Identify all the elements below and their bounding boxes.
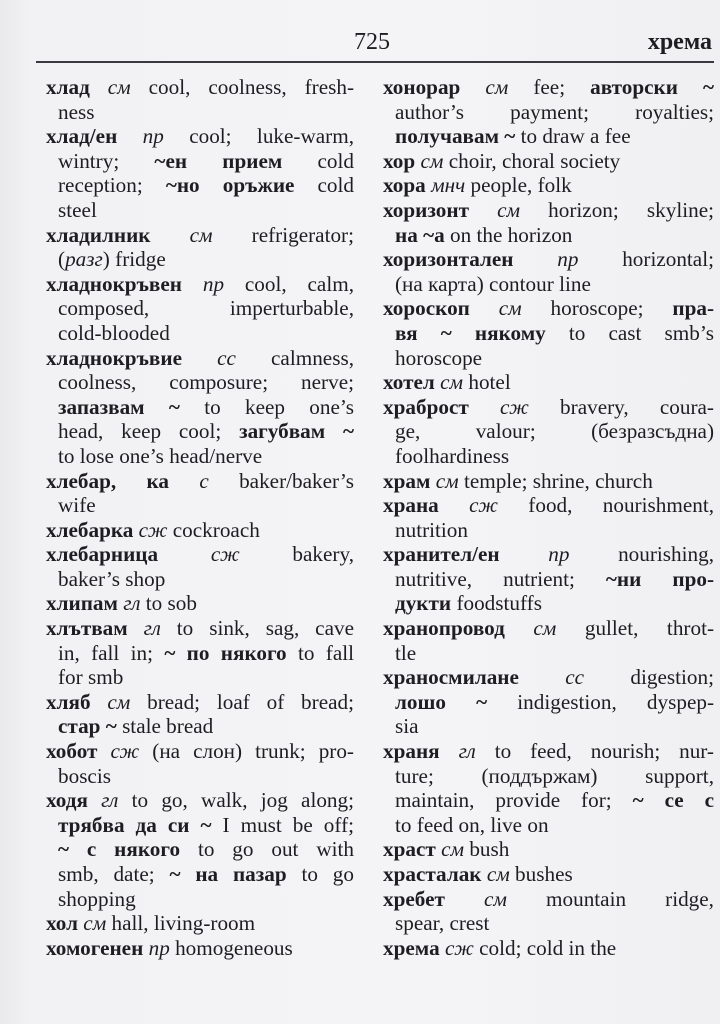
dictionary-entry [383,493,714,542]
entry-headline [383,837,714,862]
bold-term: храня [383,739,459,764]
entry-continuation [383,100,714,125]
grammar-label: разг [65,247,103,272]
dictionary-entry [383,247,714,296]
bold-term: храна [383,493,470,518]
dictionary-entry [383,469,714,494]
entry-continuation [383,419,714,444]
dictionary-entry [383,542,714,616]
bold-term: хляб [46,689,108,714]
entry-continuation [46,247,354,272]
translation-text: to feed, nourish; nur- [475,739,714,764]
entry-continuation [46,837,354,862]
dictionary-entry [383,616,714,665]
translation-text: on the horizon [444,222,573,247]
translation-text: cold; cold in the [473,935,617,960]
dictionary-entry [383,395,714,469]
dictionary-entry [383,837,714,862]
bold-term: хранопровод [383,616,534,641]
translation-text: cold [282,148,354,173]
translation-text: to cast smb’s [545,320,714,345]
entry-headline [383,542,714,567]
entry-headline [383,173,714,198]
translation-text: to feed on, live on [395,812,549,837]
bold-term: хобот [46,739,111,764]
entry-headline [383,247,714,272]
translation-text: gullet, throt- [556,616,715,641]
dictionary-entry [46,124,354,222]
bold-term: стар ~ [58,714,117,739]
right-column [383,75,714,960]
entry-headline [383,75,714,100]
grammar-label: см [533,616,557,641]
entry-continuation [46,641,354,666]
dictionary-entry [46,591,354,616]
translation-text: boscis [58,763,111,788]
bold-term: хонорар [383,75,486,99]
bold-term: храм [383,468,436,493]
grammar-label: гл [101,788,119,813]
bold-term: ~но оръжие [165,173,295,198]
entry-headline [383,887,714,912]
entry-headline [383,395,714,420]
translation-text: shopping [58,886,136,911]
entry-headline [46,936,354,961]
grammar-label: гл [143,616,161,641]
translation-text: food, nourishment, [497,493,715,518]
page-number: 725 [354,29,390,55]
translation-text: coolness, composure; nerve; [58,370,354,395]
grammar-label: пр [142,124,164,149]
bold-term: хороскоп [383,296,499,321]
bold-term: получавам ~ [395,124,516,149]
bold-term: загубвам ~ [239,419,355,444]
dictionary-entry [383,296,714,370]
bold-term: хотел [383,370,441,395]
bold-term: ~ на пазар [169,862,287,886]
entry-continuation [383,641,714,666]
entry-headline [46,911,354,936]
translation-text: wife [58,493,96,518]
translation-text: to keep one’s [179,394,354,419]
entry-continuation [46,100,354,125]
bold-term: лошо ~ [395,689,488,714]
entry-continuation [383,518,714,543]
translation-text: steel [58,197,97,222]
translation-text: ) fridge [102,247,166,272]
translation-text: horizontal; [578,247,714,272]
translation-text: fee; [508,75,591,99]
entry-headline [383,936,714,961]
grammar-label: см [107,75,131,99]
dictionary-entry [46,223,354,272]
bold-term: хомогенен [46,935,149,960]
translation-text: calmness, [235,345,354,370]
bold-term: на ~а [395,222,445,247]
translation-text: nutrition [395,517,468,542]
translation-text: head, keep cool; [58,419,240,444]
entry-headline [383,616,714,641]
bold-term: хранител/ен [383,542,549,567]
translation-text: refrigerator; [212,222,355,247]
grammar-label: пр [202,271,225,296]
entry-headline [383,862,714,887]
bold-term: хора [383,173,432,198]
grammar-label: см [485,75,509,99]
entry-headline [46,542,354,567]
bold-term: хлебар, ка [46,468,200,493]
bold-term: ~ни про- [605,566,714,591]
translation-text: (на слон) trunk; pro- [139,739,354,764]
entry-continuation [383,714,714,739]
translation-text: horoscope; [521,296,673,321]
dictionary-entry [46,616,354,690]
grammar-label: см [107,689,131,714]
bold-term: хлипам [46,591,124,616]
bold-term: пра- [672,296,714,321]
bold-term: хлад/ен [46,124,143,149]
entry-continuation [383,813,714,838]
page-header [36,28,714,60]
bold-term: ~ се с [632,788,714,813]
translation-text: in, fall in; [58,640,165,665]
bold-term: ходя [46,788,102,813]
translation-text: nourishing, [569,542,714,567]
grammar-label: сж [138,517,168,542]
bold-term: храброст [383,394,500,419]
grammar-label: см [498,296,522,321]
bold-term: хлебарница [46,542,211,567]
translation-text: bushes [509,862,573,886]
grammar-label: мнч [431,173,466,198]
bold-term: хоризонт [383,197,498,222]
grammar-label: см [486,862,510,886]
entry-continuation [383,346,714,371]
translation-text: to fall [286,640,354,665]
bold-term: хладнокръвие [46,345,218,370]
translation-text: hotel [463,370,511,395]
dictionary-entry [46,272,354,346]
bold-term: дукти [395,591,452,616]
bold-term: ~ен прием [154,148,283,173]
dictionary-entry [383,198,714,247]
entry-continuation [383,690,714,715]
entry-continuation [46,198,354,223]
translation-text: to sob [140,591,197,616]
header-rule [36,61,714,63]
entry-headline [46,75,354,100]
grammar-label: сж [499,394,529,419]
translation-text: tle [395,640,417,665]
translation-text: baker’s shop [58,566,166,591]
dictionary-entry [383,862,714,887]
entry-continuation [383,124,714,149]
dictionary-entry [46,469,354,518]
grammar-label: см [83,911,107,936]
grammar-label: с [199,468,209,493]
translation-text: ( [58,247,66,272]
dictionary-entry [383,370,714,395]
entry-continuation [46,444,354,469]
translation-text: homogeneous [169,935,293,960]
dictionary-entry [383,173,714,198]
entry-headline [383,149,714,174]
entry-continuation [383,788,714,813]
translation-text: for smb [58,665,124,690]
entry-headline [46,272,354,297]
entry-continuation [383,444,714,469]
translation-text: smb, date; [58,862,170,886]
bold-term: храсталак [383,862,487,886]
grammar-label: пр [548,542,570,567]
entry-headline [383,296,714,321]
translation-text: hall, living-room [106,911,256,936]
translation-text: bush [464,837,510,862]
dictionary-entry [46,542,354,591]
translation-text: cool; luke-warm, [163,124,354,149]
entry-continuation [46,887,354,912]
entry-headline [46,124,354,149]
dictionary-entry [46,936,354,961]
entry-continuation [46,714,354,739]
translation-text: cool, calm, [224,271,355,296]
dictionary-entry [383,739,714,837]
entry-headline [383,739,714,764]
translation-text: to go, walk, jog along; [118,788,354,813]
grammar-label: см [189,222,213,247]
entry-continuation [46,665,354,690]
grammar-label: сс [565,665,585,690]
entry-headline [46,518,354,543]
grammar-label: см [497,197,521,222]
bold-term: хладнокръвен [46,271,203,296]
dictionary-entry [383,887,714,936]
translation-text: nutritive, nutrient; [395,566,606,591]
entry-continuation [46,370,354,395]
dictionary-entry [46,346,354,469]
bold-term: авторски ~ [590,75,714,99]
grammar-label: гл [458,739,476,764]
bold-term: хладилник [46,222,190,247]
translation-text: cockroach [167,517,260,542]
translation-text: maintain, provide for; [395,788,633,813]
grammar-label: гл [123,591,141,616]
grammar-label: см [441,837,465,862]
entry-continuation [383,272,714,297]
translation-text: to go out with [180,837,354,862]
grammar-label: см [440,370,464,395]
dictionary-entry [46,75,354,124]
bold-term: хол [46,911,84,936]
entry-continuation [46,149,354,174]
translation-text: bakery, [239,542,354,567]
entry-headline [46,223,354,248]
entry-headline [383,469,714,494]
dictionary-entry [383,149,714,174]
translation-text: to lose one’s head/nerve [58,443,263,468]
entry-continuation [383,591,714,616]
translation-text: bravery, coura- [528,394,714,419]
dictionary-entry [46,788,354,911]
entry-headline [46,616,354,641]
entry-continuation [46,862,354,887]
translation-text: indigestion, dyspep- [487,689,714,714]
left-column [46,75,354,960]
translation-text: wintry; [58,148,155,173]
translation-text: cool, coolness, fresh- [130,75,354,99]
grammar-label: сж [444,935,474,960]
entry-continuation [46,321,354,346]
translation-text: digestion; [584,665,714,690]
entry-headline [46,739,354,764]
entry-headline [383,370,714,395]
bold-term: хлад [46,75,108,99]
translation-text: I must be off; [211,812,355,837]
dictionary-entry [46,690,354,739]
translation-text: mountain ridge, [506,886,714,911]
bold-term: вя ~ някому [395,320,546,345]
entry-headline [383,493,714,518]
entry-continuation [383,567,714,592]
grammar-label: пр [557,247,579,272]
grammar-label: см [435,468,459,493]
translation-text: cold [294,173,355,198]
translation-text: composed, imperturbable, [58,296,354,321]
entry-continuation [383,321,714,346]
translation-text: ture; (поддържам) support, [395,763,714,788]
dictionary-entry [46,518,354,543]
dictionary-entry [46,911,354,936]
entry-continuation [46,395,354,420]
grammar-label: см [484,886,507,911]
grammar-label: пр [148,935,170,960]
entry-headline [383,198,714,223]
dictionary-entry [46,739,354,788]
entry-headline [46,690,354,715]
translation-text: author’s payment; royalties; [395,99,714,124]
dictionary-entry [383,936,714,961]
entry-headline [383,665,714,690]
translation-text: bread; loaf of bread; [130,689,354,714]
grammar-label: сж [210,542,240,567]
entry-continuation [383,223,714,248]
entry-continuation [46,173,354,198]
translation-text: baker/baker’s [208,468,354,493]
translation-text: cold-blooded [58,320,170,345]
translation-text: ness [58,99,95,124]
bold-term: хор [383,148,421,173]
translation-text: stale bread [116,714,214,739]
entry-continuation [383,764,714,789]
entry-continuation [46,764,354,789]
bold-term: хоризонтален [383,247,558,272]
translation-text: horoscope [395,345,483,370]
entry-continuation [46,419,354,444]
bold-term: хлътвам [46,616,144,641]
entry-headline [46,346,354,371]
entry-continuation [46,813,354,838]
entry-continuation [46,296,354,321]
entry-headline [46,788,354,813]
translation-text: sia [395,714,419,739]
translation-text: to sink, sag, cave [160,616,354,641]
grammar-label: сс [217,345,236,370]
translation-text: (на карта) contour line [395,271,591,296]
entry-headline [46,591,354,616]
translation-text: foodstuffs [451,591,542,616]
bold-term: хлебарка [46,517,139,542]
entry-continuation [46,493,354,518]
grammar-label: см [420,148,444,173]
bold-term: запазвам ~ [58,394,180,419]
translation-text: choir, choral society [443,148,621,173]
running-head: хрема [647,29,712,55]
bold-term: храносмилане [383,665,566,690]
bold-term: хребет [383,886,484,911]
entry-continuation [46,567,354,592]
translation-text: horizon; skyline; [520,197,714,222]
bold-term: хрема [383,935,445,960]
bold-term: храст [383,837,442,862]
translation-text: to draw a fee [515,124,631,149]
translation-text: to go [286,862,354,886]
translation-text: temple; shrine, church [458,468,653,493]
translation-text: people, folk [465,173,572,198]
bold-term: ~ по някого [164,640,287,665]
dictionary-entry [383,75,714,149]
dictionary-entry [383,665,714,739]
entry-headline [46,469,354,494]
grammar-label: сж [110,739,140,764]
translation-text: reception; [58,173,166,198]
grammar-label: сж [469,493,498,518]
translation-text: foolhardiness [395,443,510,468]
entry-continuation [383,911,714,936]
translation-text: ge, valour; (безразсъдна) [395,419,714,444]
translation-text: spear, crest [395,911,490,936]
bold-term: трябва да си ~ [58,812,212,837]
bold-term: ~ с някого [58,837,181,862]
